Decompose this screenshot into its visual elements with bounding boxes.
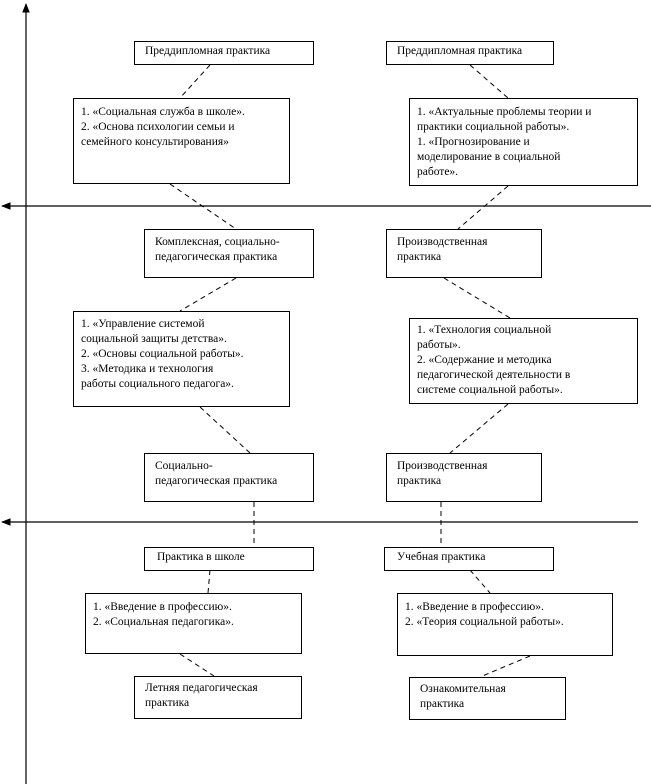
course-line: моделирование в социальной (417, 151, 561, 163)
connector-left-6 (208, 570, 210, 593)
box-text-line: практика (420, 698, 465, 710)
course-line: работы социального педагога». (81, 378, 234, 390)
course-line: 2. «Основа психологии семьи и (81, 121, 235, 133)
course-line: социальной защиты детства». (81, 333, 227, 345)
box-text-line: Преддипломная практика (397, 45, 523, 57)
course-line: 2. «Теория социальной работы». (405, 616, 564, 628)
left-school-courses-box (85, 593, 302, 654)
left-summer-practice-box (134, 676, 302, 719)
box-text-line: Учебная практика (397, 551, 486, 563)
course-line: 2. «Социальная педагогика». (93, 616, 234, 628)
right-introductory-practice-box (409, 677, 566, 720)
course-line: семейного консультирования» (81, 136, 229, 148)
right-educational-courses-box (397, 593, 613, 656)
box-text-line: практика (397, 251, 442, 263)
course-line: работе». (417, 166, 459, 178)
connector-left-7 (180, 654, 214, 676)
course-line: педагогической деятельности в (417, 369, 571, 381)
course-line: работы». (417, 339, 461, 351)
box-text-line: педагогическая практика (155, 475, 278, 487)
box-text-line: практика (397, 475, 442, 487)
course-line: 2. «Содержание и методика (417, 354, 552, 366)
course-line: 1. «Прогнозирование и (417, 136, 530, 148)
box-text-line: Комплексная, социально- (155, 236, 280, 248)
course-line: системе социальной работы». (417, 384, 563, 396)
connector-left-1 (180, 65, 210, 98)
right-production-practice-box-lower (386, 453, 542, 502)
right-educational-practice-box (384, 547, 554, 571)
right-production-courses-box (409, 318, 638, 404)
left-complex-practice-box (144, 229, 314, 278)
connector-left-4 (200, 407, 250, 453)
connector-right-2 (458, 186, 508, 229)
course-line: 1. «Социальная служба в школе». (81, 106, 245, 118)
left-complex-courses-box (73, 311, 290, 407)
connector-right-3 (444, 278, 510, 318)
course-line: практики социальной работы». (417, 121, 570, 133)
course-line: 1. «Управление системой (81, 318, 205, 330)
box-text-line: Практика в школе (157, 551, 245, 563)
connector-right-6 (470, 570, 490, 593)
right-production-practice-box-upper (386, 229, 542, 278)
left-predegree-courses-box (73, 98, 290, 184)
box-text-line: Социально- (155, 460, 213, 472)
course-line: 3. «Методика и технология (81, 363, 214, 375)
left-social-pedagogical-practice-box (144, 453, 314, 502)
left-predegree-practice-box (134, 41, 314, 65)
box-text-line: Летняя педагогическая (145, 682, 258, 694)
box-text-line: педагогическая практика (155, 251, 278, 263)
course-line: 1. «Технология социальной (417, 324, 552, 336)
connector-right-7 (480, 656, 530, 677)
right-predegree-courses-box (409, 98, 638, 186)
connector-left-3 (180, 278, 236, 311)
box-text-line: Ознакомительная (420, 683, 506, 695)
course-line: 1. «Введение в профессию». (93, 601, 232, 613)
box-text-line: Производственная (397, 236, 488, 248)
course-line: 1. «Актуальные проблемы теории и (417, 106, 592, 118)
right-predegree-practice-box (386, 41, 554, 65)
box-text-line: Производственная (397, 460, 488, 472)
left-school-practice-box (144, 547, 314, 571)
box-text-line: практика (145, 697, 190, 709)
course-line: 2. «Основы социальной работы». (81, 348, 244, 360)
box-text-line: Преддипломная практика (145, 45, 271, 57)
course-line: 1. «Введение в профессию». (405, 601, 544, 613)
connector-right-4 (450, 404, 508, 453)
connector-right-1 (470, 65, 508, 98)
